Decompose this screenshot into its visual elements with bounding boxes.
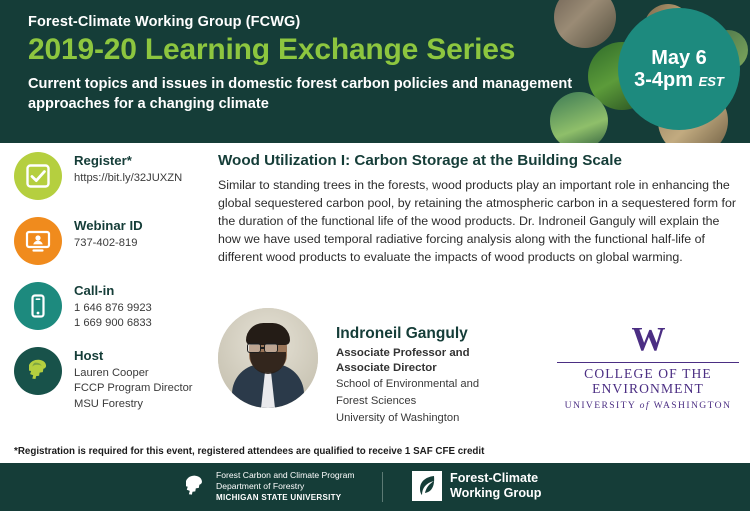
talk-description-block	[218, 152, 736, 267]
fcwg-name-line-1: Forest-Climate	[450, 471, 539, 485]
uw-college-name: COLLEGE OF THE ENVIRONMENT	[584, 366, 712, 397]
host-title: FCCP Program Director	[74, 382, 193, 395]
page-subtitle: Current topics and issues in domestic forest carbon policies and management approaches for a changing climate	[28, 76, 573, 112]
speaker-affiliation-line-2: Forest Sciences	[336, 395, 417, 408]
registration-footnote: *Registration is required for this event, registered attendees are qualified to receive 1 SAF CFE credit	[14, 446, 485, 457]
speaker-block	[218, 305, 738, 425]
speaker-role-line-1: Associate Professor and	[336, 346, 470, 359]
fcwg-logo-text	[450, 471, 541, 502]
footer-divider	[382, 472, 383, 502]
logistics-item-webinar	[14, 217, 214, 273]
webinar-id-value: 737-402-819	[74, 236, 138, 249]
uw-logo-divider	[557, 362, 739, 363]
msu-logo-text	[216, 470, 355, 503]
logistics-item-body	[74, 152, 214, 186]
fcwg-logo	[412, 471, 541, 502]
event-date: May 6	[651, 46, 707, 69]
logistics-item-body	[74, 282, 214, 332]
registration-link[interactable]: https://bit.ly/32JUXZN	[74, 171, 183, 184]
callin-number-1: 1 646 876 9923	[74, 301, 152, 314]
uw-wordmark-icon: W	[631, 321, 665, 358]
poster-header	[0, 0, 750, 143]
talk-title: Wood Utilization I: Carbon Storage at the Building Scale	[218, 152, 622, 169]
speaker-affiliation-line-1: School of Environmental and	[336, 378, 480, 391]
check-box-icon	[14, 152, 62, 200]
msu-university-name: MICHIGAN STATE UNIVERSITY	[216, 492, 342, 502]
msu-logo	[182, 470, 355, 503]
logistics-label: Webinar ID	[74, 218, 143, 233]
speaker-affiliation-line-3: University of Washington	[336, 412, 460, 425]
uw-university-prefix: UNIVERSITY	[564, 400, 636, 412]
logistics-item-register	[14, 152, 214, 208]
speaker-name: Indroneil Ganguly	[336, 325, 468, 342]
logistics-label: Register*	[74, 153, 132, 168]
logistics-item-body	[74, 347, 214, 412]
webinar-screen-icon	[14, 217, 62, 265]
avatar	[218, 308, 318, 408]
talk-abstract: Similar to standing trees in the forests, wood products play an important role in enhancing the global sequestered carbon pool, by retaining the atmospheric carbon in a sequestered form for the duration of the functional life of the wood products. Dr. Indroneil Ganguly will explain the how we have used temporal radiative forcing analysis along with the functional half-life of different wood products to evaluate the impacts of wood products on global warming.	[218, 178, 736, 264]
mobile-phone-icon	[14, 282, 62, 330]
avatar-hair	[246, 323, 290, 345]
date-time-badge	[618, 8, 740, 130]
spartan-helmet-icon	[14, 347, 62, 395]
avatar-glasses-left	[247, 343, 261, 353]
event-time-range: 3-4pm	[634, 69, 694, 91]
logistics-item-host	[14, 347, 214, 412]
poster-footer	[0, 463, 750, 511]
logistics-column	[14, 152, 214, 421]
host-name: Lauren Cooper	[74, 366, 149, 379]
organization-name: Forest-Climate Working Group (FCWG)	[28, 14, 301, 30]
uw-university-of: of	[639, 400, 650, 412]
speaker-info	[336, 325, 526, 426]
uw-logo	[548, 323, 748, 411]
uw-university-name	[548, 400, 748, 411]
fcwg-name-line-2: Working Group	[450, 486, 542, 501]
avatar-glasses-bridge	[261, 347, 265, 349]
logistics-item-callin	[14, 282, 214, 338]
event-timezone: EST	[698, 74, 724, 89]
logistics-label: Host	[74, 348, 104, 363]
uw-university-suffix: WASHINGTON	[653, 400, 732, 412]
logistics-item-body	[74, 217, 214, 251]
spartan-helmet-icon	[182, 472, 208, 502]
speaker-role-line-2: Associate Director	[336, 361, 437, 374]
page-title: 2019-20 Learning Exchange Series	[28, 33, 516, 66]
event-time	[634, 69, 724, 91]
header-text-block	[28, 14, 598, 114]
msu-department-name: Department of Forestry	[216, 481, 305, 492]
leaf-icon	[412, 471, 442, 501]
host-organization: MSU Forestry	[74, 397, 143, 410]
callin-number-2: 1 669 900 6833	[74, 317, 152, 330]
msu-program-name: Forest Carbon and Climate Program	[216, 470, 355, 480]
logistics-label: Call-in	[74, 283, 115, 298]
avatar-glasses-right	[264, 343, 278, 353]
